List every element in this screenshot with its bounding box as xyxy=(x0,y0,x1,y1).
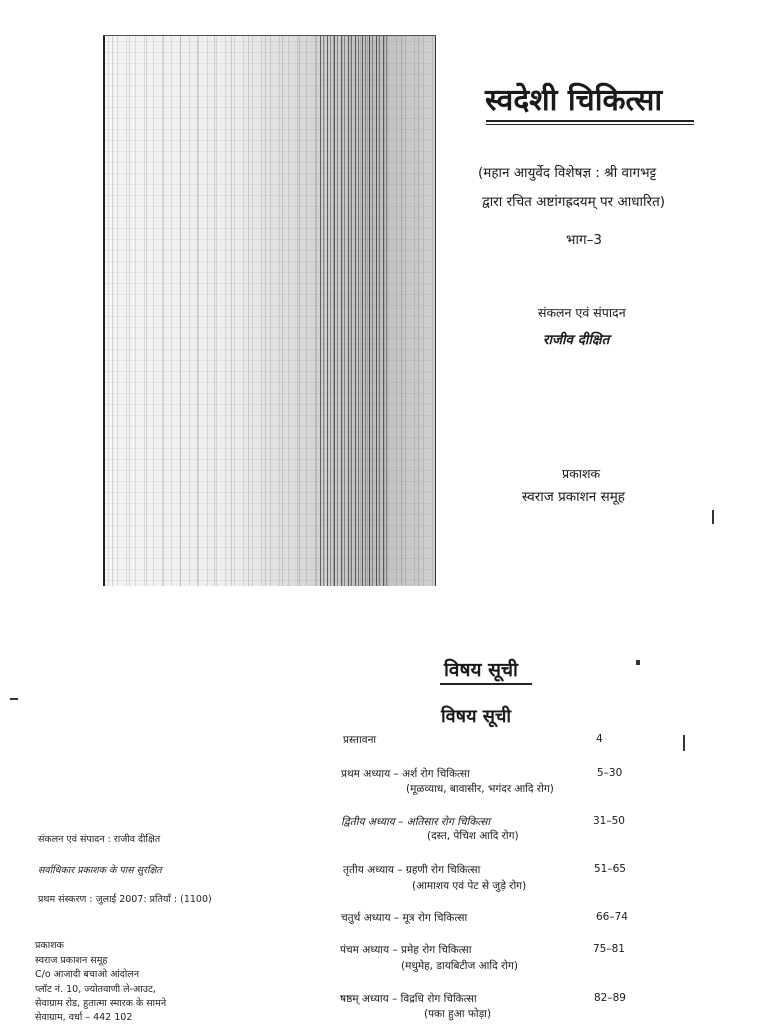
toc-row-sub: (मूळव्याध, बावासीर, भगंदर आदि रोग) xyxy=(406,783,554,795)
toc-row-label: तृतीय अध्याय – ग्रहणी रोग चिकित्सा xyxy=(343,864,481,876)
book-title: स्वदेशी चिकित्सा xyxy=(485,83,663,118)
compiled-label: संकलन एवं संपादन xyxy=(538,305,626,320)
publisher-label: प्रकाशक xyxy=(562,466,601,481)
toc-row-pages: 5–30 xyxy=(597,767,623,779)
toc-row-pages: 75–81 xyxy=(593,943,625,955)
imprint-address1: प्लॉट नं. 10, ज्योतवाणी ले-आउट, xyxy=(35,984,156,995)
imprint-rights: सर्वाधिकार प्रकाशक के पास सुरक्षित xyxy=(38,865,162,876)
imprint-care-of: C/o आजादी बचाओ आंदोलन xyxy=(35,969,139,980)
imprint-publisher-label: प्रकाशक xyxy=(35,940,64,951)
toc-row-label: द्वितीय अध्याय – अतिसार रोग चिकित्सा xyxy=(341,816,491,828)
imprint-edition: प्रथम संस्करण : जुलाई 2007: प्रतियाँ : (1100) xyxy=(38,894,212,905)
imprint-address2: सेवाग्राम रोड, हुतात्मा स्मारक के सामने xyxy=(35,998,167,1009)
toc-row-label: चतुर्थ अध्याय – मूत्र रोग चिकित्सा xyxy=(341,912,468,924)
toc-row-sub: (दस्त, पेचिश आदि रोग) xyxy=(427,830,519,842)
toc-heading-main: विषय सूची xyxy=(441,706,512,727)
toc-row-label: प्रथम अध्याय – अर्श रोग चिकित्सा xyxy=(341,768,470,780)
imprint-address3: सेवाग्राम, वर्धा – 442 102 xyxy=(35,1012,133,1023)
toc-row-pages: 51–65 xyxy=(594,863,626,875)
publisher-name: स्वराज प्रकाशन समूह xyxy=(522,489,625,505)
toc-row-label: पंचम अध्याय – प्रमेह रोग चिकित्सा xyxy=(340,944,472,956)
toc-row-label: षष्ठम् अध्याय – विद्रधि रोग चिकित्सा xyxy=(340,993,477,1005)
cover-subtitle-line2: द्वारा रचित अष्टांगह्रदयम् पर आधारित) xyxy=(482,194,666,210)
toc-row-pages: 4 xyxy=(596,733,603,745)
toc-row-sub: (आमाशय एवं पेट से जुड़े रोग) xyxy=(412,880,527,892)
toc-row-pages: 66–74 xyxy=(596,911,628,923)
toc-row-sub: (पका हुआ फोड़ा) xyxy=(424,1008,492,1020)
cover-part: भाग–3 xyxy=(566,232,602,248)
imprint-compiled: संकलन एवं संपादन : राजीव दीक्षित xyxy=(38,834,161,845)
compiler-name: राजीव दीक्षित xyxy=(543,332,610,348)
imprint-block xyxy=(0,0,320,1024)
toc-row-pages: 31–50 xyxy=(593,815,625,827)
toc-heading-top: विषय सूची xyxy=(444,659,518,681)
toc-row-sub: (मधुमेह, डायबिटीज आदि रोग) xyxy=(401,960,519,972)
toc-row-pages: 82–89 xyxy=(594,992,626,1004)
imprint-publisher-name: स्वराज प्रकाशन समूह xyxy=(35,955,108,966)
cover-subtitle-line1: (महान आयुर्वेद विशेषज्ञ : श्री वागभट्ट xyxy=(478,165,657,181)
toc-row-label: प्रस्तावना xyxy=(343,734,377,746)
